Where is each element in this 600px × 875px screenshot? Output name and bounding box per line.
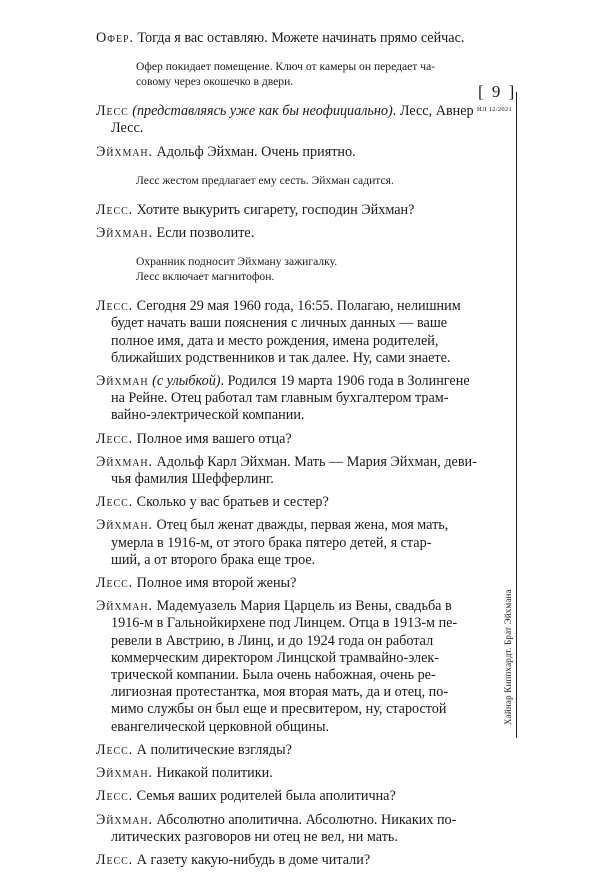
- speaker-name: Эйхман.: [96, 453, 153, 470]
- dialogue-line: [96, 535, 461, 552]
- page-number: [ 9 ]: [478, 82, 517, 101]
- dialogue-line: [96, 103, 474, 120]
- dialogue-line: [96, 765, 461, 782]
- speaker-name: Лесс.: [96, 851, 134, 868]
- speaker-name: Лесс.: [96, 575, 134, 592]
- dialogue-line: [96, 298, 461, 315]
- dialogue-text: А газету какую-нибудь в доме читали?: [136, 851, 371, 868]
- dialogue-line: [96, 333, 461, 350]
- dialogue-block: [96, 225, 461, 242]
- dialogue-block: [96, 742, 461, 759]
- stage-direction: [136, 59, 461, 89]
- dialogue-line: [96, 615, 461, 632]
- speaker-name: Эйхман.: [96, 765, 153, 782]
- dialogue-block: [96, 788, 461, 805]
- dialogue-text: Адольф Эйхман. Очень приятно.: [156, 143, 356, 160]
- dialogue-line: [96, 120, 461, 137]
- speaker-name: Эйхман.: [96, 598, 153, 615]
- dialogue-text: литических разговоров ни отец не вел, ни мать.: [111, 828, 398, 845]
- speaker-name: Эйхман.: [96, 811, 153, 828]
- dialogue-line: [96, 315, 461, 332]
- dialogue-block: [96, 144, 461, 161]
- dialogue-line: [96, 407, 461, 424]
- dialogue-line: [96, 225, 461, 242]
- dialogue-text: А политические взгляды?: [136, 741, 292, 758]
- direction-line: Офер покидает помещение. Ключ от камеры он передает ча-: [136, 60, 436, 74]
- dialogue-block: [96, 765, 461, 782]
- dialogue-block: [96, 298, 461, 367]
- dialogue-text: коммерческим директором Линцской трамвайно-элек-: [111, 649, 440, 666]
- dialogue-line: [96, 684, 461, 701]
- dialogue-line: [96, 667, 461, 684]
- dialogue-text: (с улыбкой). Родился 19 марта 1906 года в Золингене: [152, 373, 470, 390]
- dialogue-text: ревели в Австрию, в Линц, и до 1924 года он работал: [111, 632, 434, 649]
- dialogue-text: Сегодня 29 мая 1960 года, 16:55. Полагаю, нелишним: [136, 298, 461, 315]
- dialogue-line: [96, 431, 461, 448]
- stage-aside: (представляясь уже как бы неофициально): [132, 103, 393, 120]
- dialogue-block: [96, 373, 470, 425]
- dialogue-line: [96, 829, 461, 846]
- dialogue-line: [96, 30, 465, 47]
- dialogue-text: Сколько у вас братьев и сестер?: [136, 494, 329, 511]
- dialogue-text: умерла в 1916-м, от этого брака пятеро детей, я стар-: [111, 534, 432, 551]
- margin-rule: [516, 92, 517, 738]
- dialogue-block: [96, 30, 465, 47]
- dialogue-line: [96, 390, 461, 407]
- play-text: [96, 30, 477, 875]
- dialogue-text: Абсолютно аполитична. Абсолютно. Никаких по-: [156, 811, 457, 828]
- dialogue-block: [96, 494, 461, 511]
- speaker-name: Лесс.: [96, 201, 134, 218]
- dialogue-line: [96, 742, 461, 759]
- dialogue-text: Лесс.: [111, 120, 144, 137]
- dialogue-line: [96, 494, 461, 511]
- dialogue-block: [96, 852, 461, 869]
- dialogue-text: ближайших родственников и так далее. Ну, сами знаете.: [111, 349, 451, 366]
- dialogue-text: на Рейне. Отец работал там главным бухгалтером трам-: [111, 390, 449, 407]
- dialogue-line: [96, 633, 461, 650]
- dialogue-text: Адольф Карл Эйхман. Мать — Мария Эйхман, деви-: [156, 453, 477, 470]
- dialogue-line: [96, 788, 461, 805]
- speaker-name: Эйхман.: [96, 143, 153, 160]
- dialogue-text: ший, а от второго брака еще трое.: [111, 551, 316, 568]
- dialogue-text: Полное имя вашего отца?: [136, 430, 292, 447]
- dialogue-line: [96, 575, 461, 592]
- dialogue-line: [96, 852, 461, 869]
- dialogue-text: Хотите выкурить сигарету, господин Эйхман?: [136, 201, 415, 218]
- dialogue-line: [96, 350, 461, 367]
- dialogue-block: [96, 598, 461, 736]
- dialogue-text: вайно-электрической компании.: [111, 407, 305, 424]
- stage-aside: (с улыбкой): [152, 373, 221, 390]
- dialogue-text: Семья ваших родителей была аполитична?: [136, 788, 396, 805]
- dialogue-line: [96, 453, 477, 471]
- dialogue-line: [96, 552, 461, 569]
- dialogue-text: лигиозная протестантка, моя вторая мать, да и отец, по-: [111, 684, 449, 701]
- dialogue-block: [96, 812, 461, 846]
- speaker-name: Эйхман.: [96, 517, 153, 534]
- direction-line: Охранник подносит Эйхману зажигалку.: [136, 255, 338, 269]
- dialogue-line: [96, 598, 461, 615]
- dialogue-block: [96, 103, 474, 137]
- speaker-name: Лесс.: [96, 298, 134, 315]
- dialogue-line: [96, 812, 461, 829]
- dialogue-text: полное имя, дата и место рождения, имена родителей,: [111, 332, 439, 349]
- dialogue-text: будет начать ваши пояснения с личных данных — ваше: [111, 315, 448, 332]
- speaker-name: Лесс.: [96, 741, 134, 758]
- dialogue-line: [96, 719, 461, 736]
- speaker-name: Лесс.: [96, 430, 134, 447]
- dialogue-text: Тогда я вас оставляю. Можете начинать прямо сейчас.: [137, 30, 465, 46]
- direction-line: Лесс жестом предлагает ему сесть. Эйхман садится.: [136, 173, 394, 187]
- speaker-name: Лесс.: [96, 788, 134, 805]
- dialogue-text: (представляясь уже как бы неофициально). Лесс, Авнер: [132, 103, 474, 120]
- stage-direction: [136, 173, 461, 188]
- dialogue-line: [96, 144, 461, 161]
- speaker-name: Эйхман.: [96, 225, 153, 242]
- dialogue-text: чья фамилия Шефферлинг.: [111, 471, 274, 488]
- stage-direction: [136, 254, 461, 284]
- dialogue-line: [96, 701, 461, 718]
- dialogue-block: [96, 453, 477, 488]
- dialogue-text: трической компании. Была очень набожная, очень ре-: [111, 667, 436, 684]
- dialogue-line: [96, 650, 461, 667]
- dialogue-line: [96, 373, 470, 390]
- dialogue-block: [96, 517, 461, 569]
- dialogue-line: [96, 517, 461, 534]
- direction-line: Лесс включает магнитофон.: [136, 270, 275, 284]
- dialogue-text: евангелической церковной общины.: [111, 718, 330, 735]
- dialogue-text: Полное имя второй жены?: [136, 575, 297, 592]
- running-footer: Хайнар Киппхардт. Брат Эйхмана: [503, 589, 513, 725]
- dialogue-line: [96, 471, 461, 488]
- speaker-name: Офер.: [96, 30, 134, 46]
- speaker-name: Лесс.: [96, 494, 134, 511]
- dialogue-text: Никакой политики.: [156, 765, 273, 782]
- dialogue-text: Отец был женат дважды, первая жена, моя мать,: [156, 517, 449, 534]
- speaker-name: Эйхман: [96, 373, 149, 390]
- direction-line: совому через окошечко в двери.: [136, 75, 294, 89]
- dialogue-text: 1916-м в Гальнойкирхене под Линцем. Отца в 1913-м пе-: [111, 615, 458, 632]
- dialogue-text: Если позволите.: [156, 225, 255, 242]
- dialogue-line: [96, 202, 461, 219]
- dialogue-block: [96, 431, 461, 448]
- speaker-name: Лесс: [96, 103, 129, 120]
- dialogue-block: [96, 575, 461, 592]
- issue-label: ИЛ 12/2021: [477, 106, 513, 113]
- dialogue-text: мимо службы он был еще и пресвитером, ну, старостой: [111, 701, 447, 718]
- dialogue-block: [96, 202, 461, 219]
- dialogue-text: Мадемуазель Мария Царцель из Вены, свадьба в: [156, 598, 452, 615]
